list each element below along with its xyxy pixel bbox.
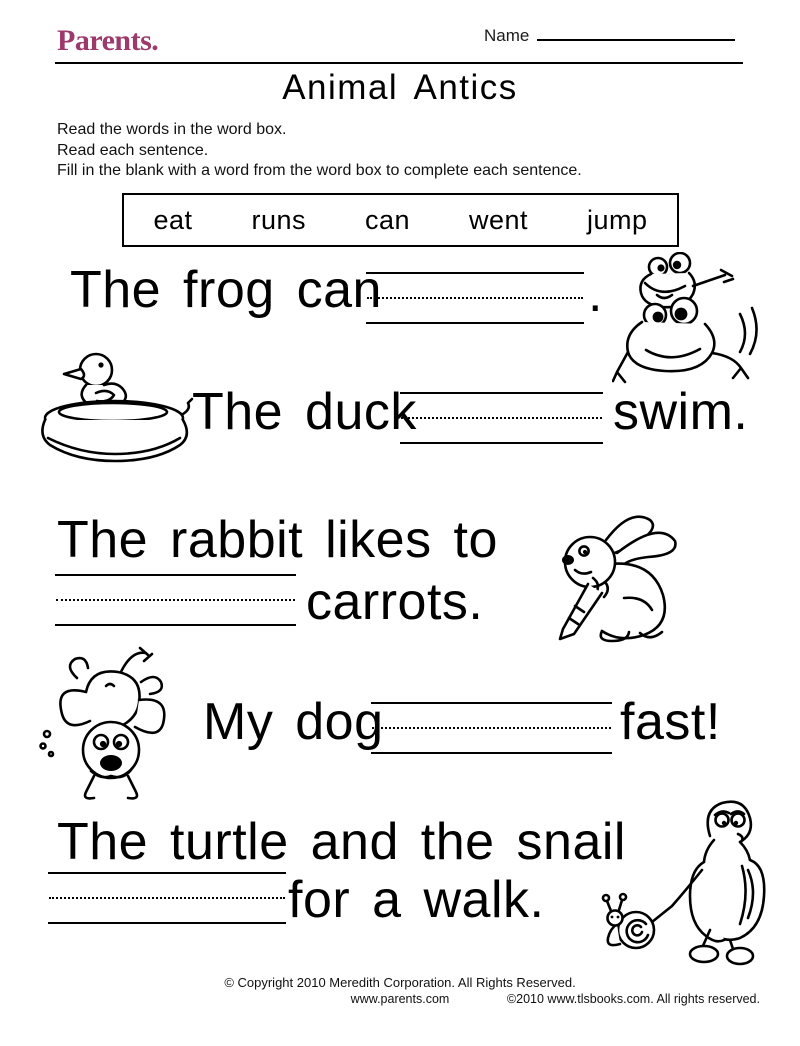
sentence-2-writing-blank — [400, 392, 603, 444]
parents-logo: Parents. — [57, 24, 159, 57]
name-blank-line — [537, 26, 735, 41]
sentence-5-writing-blank — [48, 872, 286, 924]
rabbit-image — [540, 512, 688, 646]
sentence-2-text: The duck — [192, 383, 417, 441]
word-box-word-jump: jump — [586, 204, 648, 235]
sentence-2-text-after: swim. — [613, 383, 749, 441]
name-field — [484, 26, 735, 46]
header-divider — [55, 62, 743, 64]
frogs-image — [612, 252, 760, 390]
dog-image — [34, 646, 188, 802]
instruction-line-3: Fill in the blank with a word from the word box to complete each sentence. — [57, 162, 582, 179]
page-title: Animal Antics — [282, 68, 518, 107]
instruction-line-1: Read the words in the word box. — [57, 121, 287, 138]
duck-pool-image — [34, 348, 196, 468]
name-label: Name — [484, 26, 530, 45]
footer-copyright: © Copyright 2010 Meredith Corporation. All Rights Reserved. — [224, 975, 576, 990]
sentence-1-writing-blank — [366, 272, 584, 324]
word-box-word-can: can — [364, 204, 410, 235]
sentence-3-text-after: carrots. — [306, 573, 484, 631]
sentence-4-text: My dog — [203, 693, 384, 751]
instructions — [57, 120, 582, 182]
sentence-4-text-after: fast! — [620, 693, 721, 751]
sentence-1-text: The frog can — [70, 261, 382, 319]
instruction-line-2: Read each sentence. — [57, 141, 209, 159]
sentence-3-writing-blank — [55, 574, 296, 626]
word-box-word-eat: eat — [153, 204, 193, 235]
turtle-snail-image — [598, 796, 790, 968]
word-box — [122, 193, 679, 247]
sentence-4-writing-blank — [371, 702, 612, 754]
footer-tlsbooks-credit: ©2010 www.tlsbooks.com. All rights reserved. — [506, 992, 760, 1006]
sentence-3-text: The rabbit likes to — [57, 511, 498, 569]
sentence-1-period: . — [588, 265, 603, 323]
word-box-word-runs: runs — [251, 204, 306, 235]
word-box-word-went: went — [468, 204, 528, 235]
sentence-5-text-after: for a walk. — [288, 871, 545, 929]
sentence-5-text: The turtle and the snail — [57, 813, 626, 871]
footer-parents-url: www.parents.com — [350, 992, 450, 1006]
